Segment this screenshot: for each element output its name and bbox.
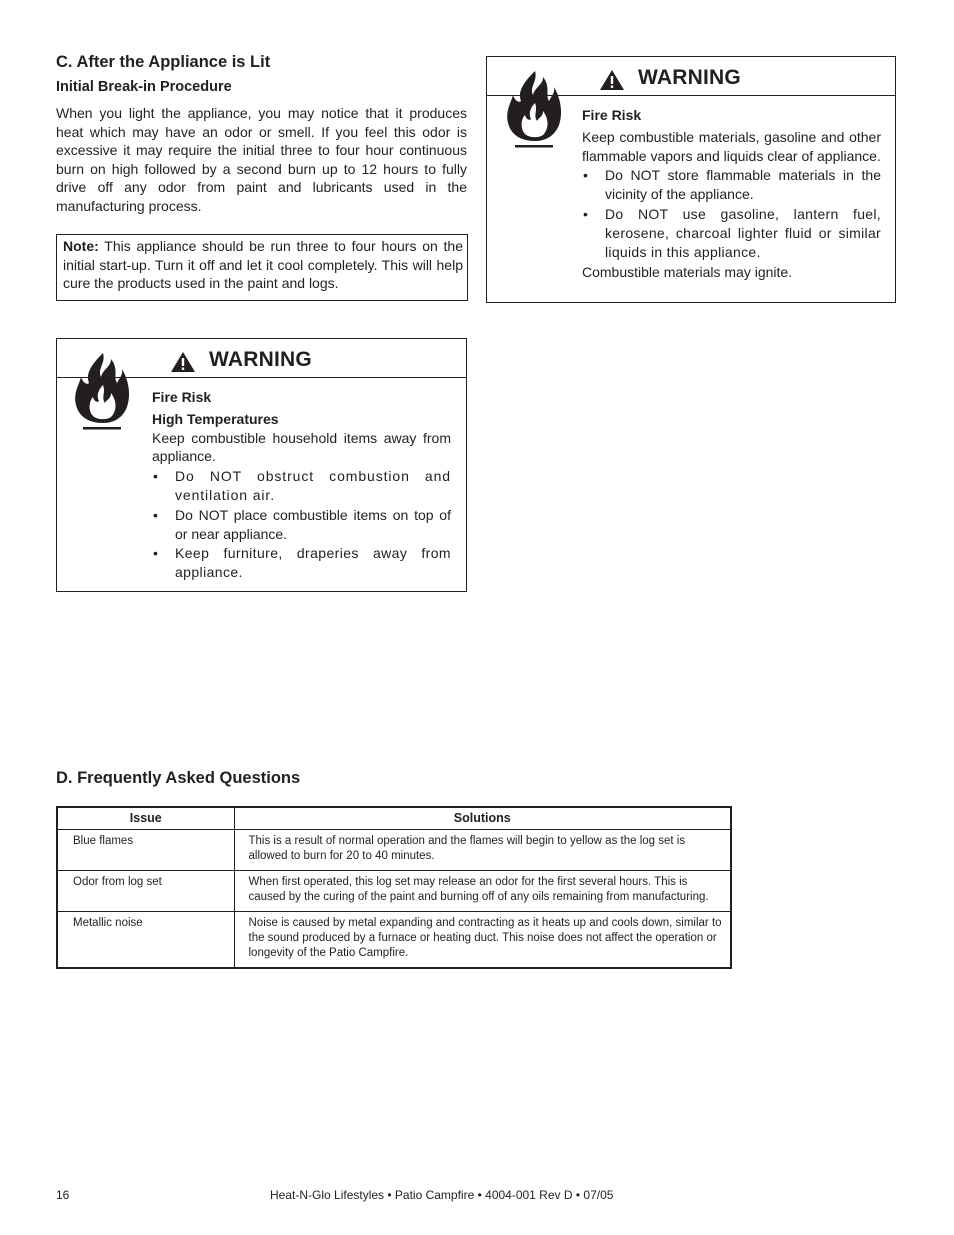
warning-box-high-temperatures — [56, 338, 467, 592]
solution-cell: Noise is caused by metal expanding and contracting as it heats up and cools down, similar to the sound produced by a furnace or heating duct. This noise does not affect the operation or longevity of the Patio Campfire. — [234, 911, 731, 968]
issue-cell: Blue flames — [57, 829, 234, 870]
warning-intro: Keep combustible household items away from appliance. — [152, 429, 451, 465]
warning-bullet: • Do NOT place combustible items on top of or near appliance. — [152, 506, 451, 544]
warning-title: WARNING — [209, 348, 312, 371]
section-c-body: When you light the appliance, you may notice that it produces heat which may have an odor or smell. If you feel this odor is excessive it may require the initial three to four hour continuous burn on high followed by a second burn up to 12 hours to fully drive off any odor from paint and lubricants used in the manufacturing process. — [56, 105, 467, 214]
table-row — [57, 829, 731, 870]
warning-bullet: • Do NOT obstruct combustion and ventilation air. — [152, 467, 451, 505]
warning-triangle-icon — [170, 351, 196, 373]
note-label: Note: — [63, 238, 99, 254]
column-header-solutions: Solutions — [234, 807, 731, 829]
warning-bullets — [582, 166, 881, 261]
warning-bullet: • Do NOT use gasoline, lantern fuel, kerosene, charcoal lighter fluid or similar liquids in this appliance. — [582, 205, 881, 261]
warning-bullets — [152, 467, 451, 582]
warning-heading: Fire Risk — [582, 107, 642, 123]
warning-body — [582, 106, 881, 282]
fire-hazard-icon — [73, 351, 131, 431]
issue-cell: Odor from log set — [57, 870, 234, 911]
warning-title: WARNING — [638, 66, 741, 89]
warning-bullet: • Do NOT store flammable materials in the vicinity of the appliance. — [582, 166, 881, 204]
table-header-row — [57, 807, 731, 829]
issue-cell: Metallic noise — [57, 911, 234, 968]
warning-subheading: High Temperatures — [152, 410, 279, 427]
warning-box-fire-risk — [486, 56, 896, 303]
warning-triangle-icon — [599, 69, 625, 91]
warning-body — [152, 388, 451, 582]
fire-hazard-icon — [505, 69, 563, 149]
section-c-title: C. After the Appliance is Lit — [56, 53, 271, 71]
warning-bullet: • Keep furniture, draperies away from appliance. — [152, 544, 451, 582]
note-box — [56, 234, 468, 301]
solution-cell: When first operated, this log set may release an odor for the first several hours. This is caused by the curing of the paint and burning off of any oils remaining from manufacturing. — [234, 870, 731, 911]
table-row — [57, 911, 731, 968]
section-c-subtitle: Initial Break-in Procedure — [56, 79, 232, 95]
solution-cell: This is a result of normal operation and the flames will begin to yellow as the log set is allowed to burn for 20 to 40 minutes. — [234, 829, 731, 870]
footer-text: Heat-N-Glo Lifestyles • Patio Campfire • 4004-001 Rev D • 07/05 — [270, 1188, 614, 1202]
column-header-issue: Issue — [57, 807, 234, 829]
section-d-title: D. Frequently Asked Questions — [56, 769, 301, 787]
faq-table — [56, 806, 732, 969]
page-number: 16 — [56, 1188, 70, 1202]
table-row — [57, 870, 731, 911]
warning-footer: Combustible materials may ignite. — [582, 264, 793, 281]
warning-intro: Keep combustible materials, gasoline and other flammable vapors and liquids clear of appliance. — [582, 128, 881, 164]
note-text: This appliance should be run three to four hours on the initial start-up. Turn it off and let it cool completely. This will help cure the products used in the paint and logs. — [63, 238, 463, 292]
warning-heading: Fire Risk — [152, 389, 212, 405]
